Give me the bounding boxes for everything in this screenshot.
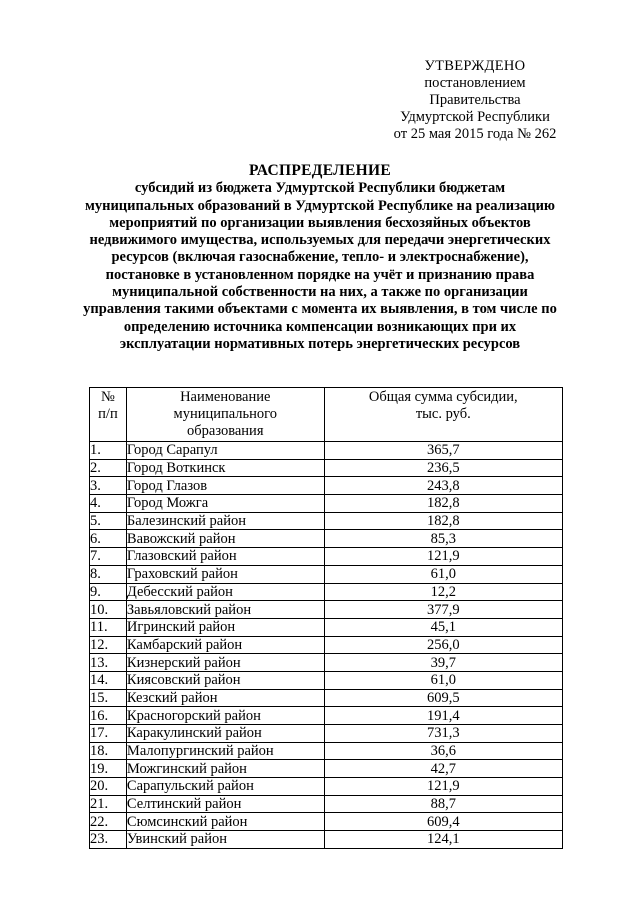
row-name: Город Глазов xyxy=(126,477,324,495)
header-number: № п/п xyxy=(90,388,127,442)
row-value: 42,7 xyxy=(324,760,562,778)
row-value: 243,8 xyxy=(324,477,562,495)
title-line: мероприятий по организации выявления бесхозяйных объектов xyxy=(109,214,531,231)
header-name: Наименование муниципального образования xyxy=(126,388,324,442)
title-line: субсидий из бюджета Удмуртской Республики бюджетам xyxy=(134,180,506,197)
table-row xyxy=(90,813,563,831)
table-row xyxy=(90,742,563,760)
title-main: РАСПРЕДЕЛЕНИЕ xyxy=(249,162,391,179)
row-name: Дебесский район xyxy=(126,583,324,601)
row-value: 121,9 xyxy=(324,778,562,796)
row-number: 23. xyxy=(90,831,127,849)
table-row xyxy=(90,495,563,513)
row-number: 11. xyxy=(90,618,127,636)
row-value: 365,7 xyxy=(324,442,562,460)
table-row xyxy=(90,530,563,548)
table-row xyxy=(90,636,563,654)
approval-stamp xyxy=(380,58,570,143)
row-value: 39,7 xyxy=(324,654,562,672)
title-line: муниципальных образований в Удмуртской Республике на реализацию xyxy=(84,197,556,214)
approval-line: Удмуртской Республики xyxy=(400,109,550,125)
row-value: 124,1 xyxy=(324,831,562,849)
table-row xyxy=(90,477,563,495)
title-line: недвижимого имущества, используемых для передачи энергетических xyxy=(89,232,551,249)
row-number: 1. xyxy=(90,442,127,460)
row-value: 191,4 xyxy=(324,707,562,725)
row-value: 61,0 xyxy=(324,671,562,689)
row-name: Завьяловский район xyxy=(126,601,324,619)
row-name: Город Сарапул xyxy=(126,442,324,460)
row-name: Сарапульский район xyxy=(126,778,324,796)
table-row xyxy=(90,778,563,796)
row-number: 22. xyxy=(90,813,127,831)
row-value: 12,2 xyxy=(324,583,562,601)
row-number: 9. xyxy=(90,583,127,601)
row-number: 5. xyxy=(90,512,127,530)
row-number: 12. xyxy=(90,636,127,654)
table-row xyxy=(90,671,563,689)
row-number: 13. xyxy=(90,654,127,672)
approval-line: постановлением Правительства xyxy=(424,75,526,108)
row-name: Малопургинский район xyxy=(126,742,324,760)
row-number: 19. xyxy=(90,760,127,778)
row-value: 609,4 xyxy=(324,813,562,831)
row-name: Камбарский район xyxy=(126,636,324,654)
row-value: 182,8 xyxy=(324,512,562,530)
row-value: 256,0 xyxy=(324,636,562,654)
row-value: 182,8 xyxy=(324,495,562,513)
table-row xyxy=(90,459,563,477)
table-row xyxy=(90,707,563,725)
row-name: Город Воткинск xyxy=(126,459,324,477)
row-value: 88,7 xyxy=(324,795,562,813)
row-name: Город Можга xyxy=(126,495,324,513)
row-number: 21. xyxy=(90,795,127,813)
title-line: муниципальной собственности на них, а также по организации xyxy=(112,284,528,301)
row-name: Вавожский район xyxy=(126,530,324,548)
row-name: Селтинский район xyxy=(126,795,324,813)
row-name: Каракулинский район xyxy=(126,725,324,743)
row-number: 17. xyxy=(90,725,127,743)
row-name: Красногорский район xyxy=(126,707,324,725)
row-value: 61,0 xyxy=(324,565,562,583)
row-name: Кезский район xyxy=(126,689,324,707)
row-number: 3. xyxy=(90,477,127,495)
table-row xyxy=(90,760,563,778)
title-line: управления такими объектами с момента их выявления, в том числе по xyxy=(83,301,557,318)
row-number: 8. xyxy=(90,565,127,583)
row-name: Кизнерский район xyxy=(126,654,324,672)
title-line: постановке в установленном порядке на учёт и признанию права xyxy=(105,266,535,283)
row-name: Граховский район xyxy=(126,565,324,583)
table-row xyxy=(90,795,563,813)
table-row xyxy=(90,618,563,636)
row-name: Сюмсинский район xyxy=(126,813,324,831)
row-number: 18. xyxy=(90,742,127,760)
table-row xyxy=(90,583,563,601)
row-value: 36,6 xyxy=(324,742,562,760)
row-number: 4. xyxy=(90,495,127,513)
row-number: 16. xyxy=(90,707,127,725)
title-line: определению источника компенсации возникающих при их xyxy=(123,318,517,335)
subsidy-table xyxy=(89,387,563,849)
row-value: 731,3 xyxy=(324,725,562,743)
title-line: эксплуатации нормативных потерь энергетических ресурсов xyxy=(119,335,521,352)
approval-heading: УТВЕРЖДЕНО xyxy=(424,58,526,74)
row-value: 377,9 xyxy=(324,601,562,619)
row-name: Киясовский район xyxy=(126,671,324,689)
row-value: 121,9 xyxy=(324,548,562,566)
row-name: Можгинский район xyxy=(126,760,324,778)
row-name: Игринский район xyxy=(126,618,324,636)
table-row xyxy=(90,442,563,460)
row-name: Глазовский район xyxy=(126,548,324,566)
table-row xyxy=(90,689,563,707)
table-row xyxy=(90,548,563,566)
document-title xyxy=(60,162,580,353)
table-row xyxy=(90,512,563,530)
row-number: 2. xyxy=(90,459,127,477)
row-number: 15. xyxy=(90,689,127,707)
row-number: 7. xyxy=(90,548,127,566)
table-row xyxy=(90,601,563,619)
row-number: 20. xyxy=(90,778,127,796)
table-row xyxy=(90,725,563,743)
table-row xyxy=(90,831,563,849)
table-row xyxy=(90,565,563,583)
title-line: ресурсов (включая газоснабжение, тепло- и электроснабжение), xyxy=(111,249,529,266)
row-number: 10. xyxy=(90,601,127,619)
table-header-row xyxy=(90,388,563,442)
table-row xyxy=(90,654,563,672)
row-value: 85,3 xyxy=(324,530,562,548)
header-sum: Общая сумма субсидии, тыс. руб. xyxy=(324,388,562,442)
row-value: 45,1 xyxy=(324,618,562,636)
row-name: Увинский район xyxy=(126,831,324,849)
row-value: 236,5 xyxy=(324,459,562,477)
approval-line: от 25 мая 2015 года № 262 xyxy=(393,126,557,142)
row-name: Балезинский район xyxy=(126,512,324,530)
row-number: 6. xyxy=(90,530,127,548)
row-value: 609,5 xyxy=(324,689,562,707)
row-number: 14. xyxy=(90,671,127,689)
